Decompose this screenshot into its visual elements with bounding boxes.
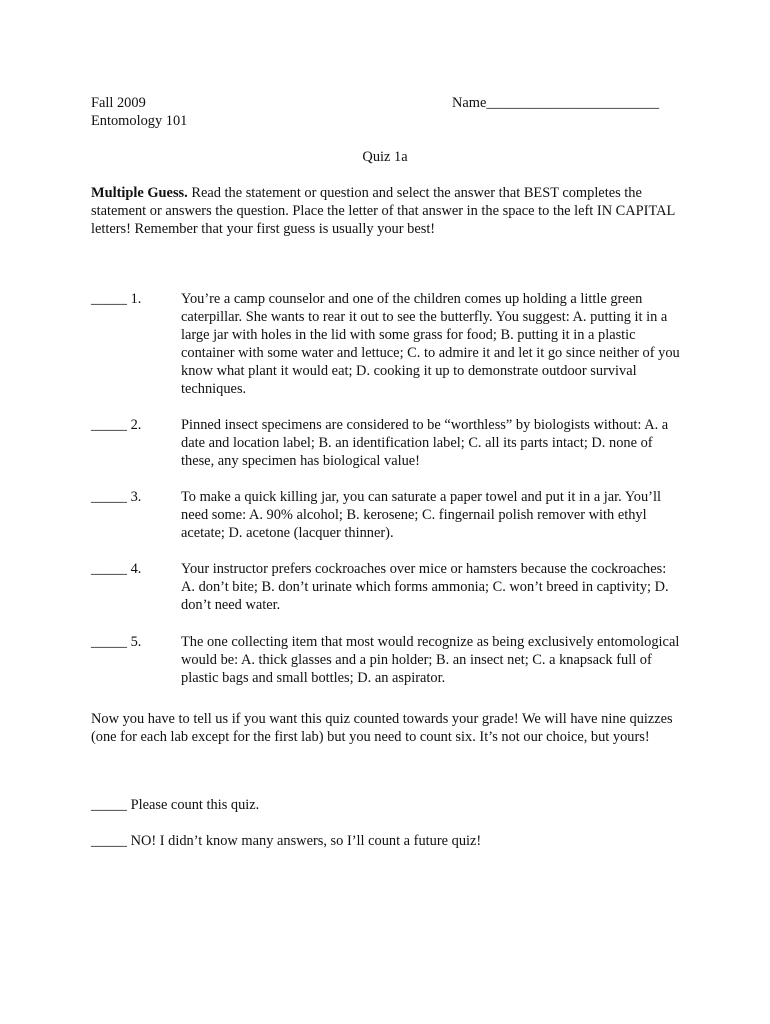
answer-blank-3[interactable]: _____ 3. [91,489,142,506]
answer-blank-1[interactable]: _____ 1. [91,291,142,308]
quiz-title: Quiz 1a [362,149,408,165]
question-4-text: Your instructor prefers cockroaches over mice or hamsters because the cockroaches: A. don’t bite; B. don’t urinate which forms ammonia; C. won’t breed in captivity; D. don’t need water. [181,561,669,614]
question-2-text: Pinned insect specimens are considered to be “worthless” by biologists without: A. a date and location label; B. an identification label; C. all its parts intact; D. none of these, any specimen has biological value! [181,417,669,470]
semester-label: Fall 2009 [91,95,146,111]
question-1-text: You’re a camp counselor and one of the children comes up holding a little green caterpillar. She wants to rear it out to see the butterfly. You suggest: A. putting it in a large jar with holes in the lid with some grass for food; B. putting it in a plastic container with some water and lettuce; C. to admire it and let it go since neither of you know what plant it would eat; D. cooking it up to demonstrate outdoor survival techniques. [181,291,680,398]
count-quiz-option[interactable]: _____ Please count this quiz. [91,797,260,814]
answer-blank-5[interactable]: _____ 5. [91,634,142,651]
question-3-text: To make a quick killing jar, you can saturate a paper towel and put it in a jar. You’ll need some: A. 90% alcohol; B. kerosene; C. fingernail polish remover with ethyl acetate; D. acetone (lacquer thinner). [181,489,661,542]
name-field[interactable]: Name________________________ [452,95,660,111]
question-5-text: The one collecting item that most would recognize as being exclusively entomological would be: A. thick glasses and a pin holder; B. an insect net; C. a knapsack full of plastic bags and small bottles; D. an aspirator. [181,634,680,687]
closing-paragraph: Now you have to tell us if you want this quiz counted towards your grade! We will have nine quizzes (one for each lab except for the first lab) but you need to count six. It’s not our choice, but yours! [91,711,673,745]
answer-blank-4[interactable]: _____ 4. [91,561,142,578]
answer-blank-2[interactable]: _____ 2. [91,417,142,434]
instructions-heading: Multiple Guess. [91,185,188,201]
instructions [91,184,681,238]
course-label: Entomology 101 [91,113,188,129]
instructions-text: Read the statement or question and select the answer that BEST completes the statement or answers the question. Place the letter of that answer in the space to the left IN CAPITAL letters! Remember that your first guess is usually your best! [91,185,675,237]
skip-quiz-option[interactable]: _____ NO! I didn’t know many answers, so I’ll count a future quiz! [91,833,482,850]
